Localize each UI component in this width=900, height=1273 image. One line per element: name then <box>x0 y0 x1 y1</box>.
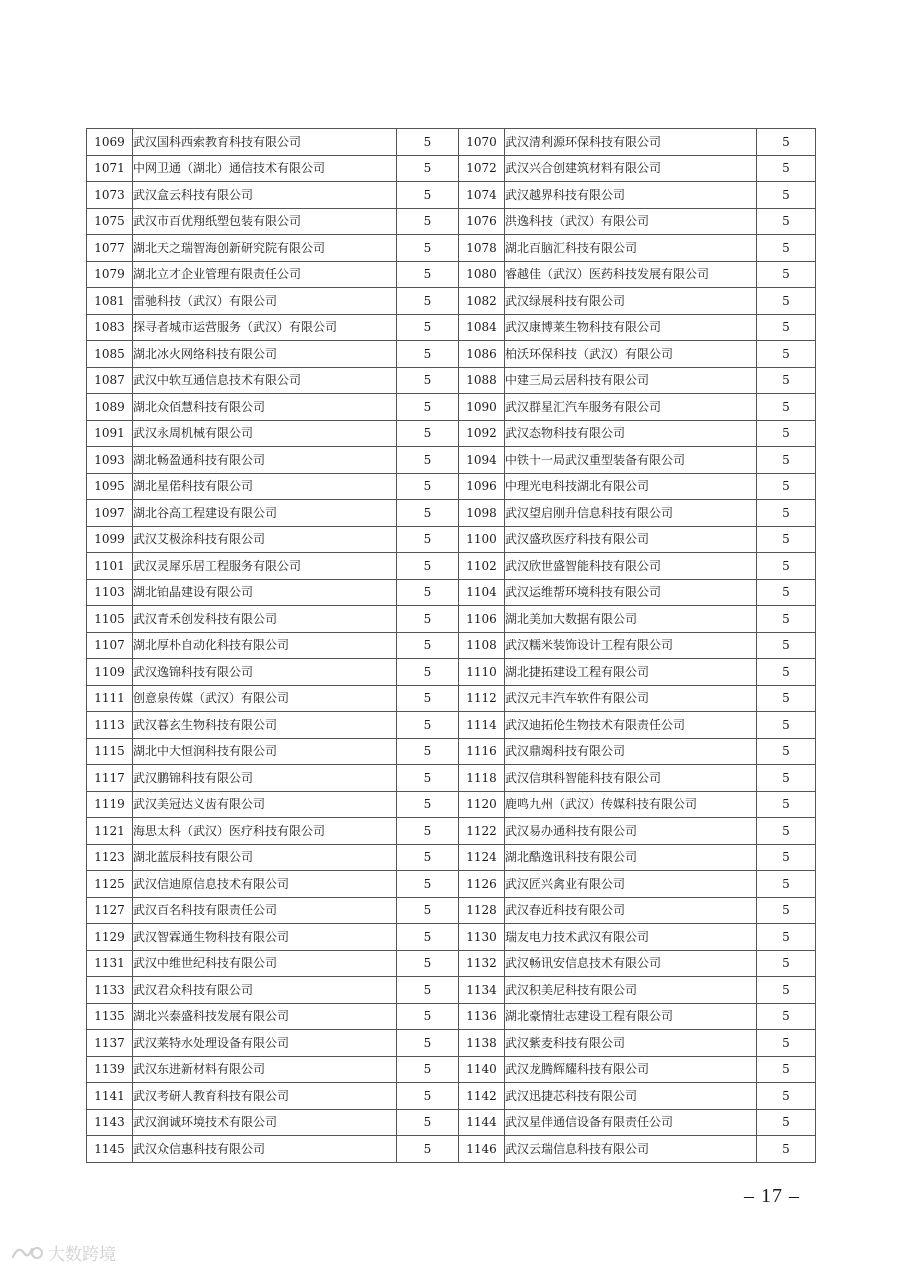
left-company-name: 雷驰科技（武汉）有限公司 <box>133 288 397 315</box>
table-row <box>87 1083 816 1110</box>
table-row <box>87 765 816 792</box>
right-score-value: 5 <box>757 1136 816 1163</box>
right-score-value: 5 <box>757 1109 816 1136</box>
left-entry-number: 1097 <box>87 500 133 527</box>
left-score-value: 5 <box>397 394 459 421</box>
right-score-value: 5 <box>757 1083 816 1110</box>
left-score-value: 5 <box>397 871 459 898</box>
left-entry-number: 1081 <box>87 288 133 315</box>
left-company-name: 武汉百名科技有限责任公司 <box>133 897 397 924</box>
left-entry-number: 1141 <box>87 1083 133 1110</box>
right-entry-number: 1078 <box>459 235 505 262</box>
table-row <box>87 897 816 924</box>
right-company-name: 中铁十一局武汉重型装备有限公司 <box>505 447 757 474</box>
right-score-value: 5 <box>757 1056 816 1083</box>
right-score-value: 5 <box>757 1003 816 1030</box>
right-entry-number: 1110 <box>459 659 505 686</box>
right-entry-number: 1080 <box>459 261 505 288</box>
left-score-value: 5 <box>397 1109 459 1136</box>
left-score-value: 5 <box>397 288 459 315</box>
table-row <box>87 950 816 977</box>
right-score-value: 5 <box>757 288 816 315</box>
right-company-name: 武汉信琪科智能科技有限公司 <box>505 765 757 792</box>
right-entry-number: 1134 <box>459 977 505 1004</box>
left-score-value: 5 <box>397 738 459 765</box>
left-entry-number: 1089 <box>87 394 133 421</box>
right-entry-number: 1114 <box>459 712 505 739</box>
right-company-name: 湖北捷拓建设工程有限公司 <box>505 659 757 686</box>
left-company-name: 湖北立才企业管理有限责任公司 <box>133 261 397 288</box>
left-entry-number: 1103 <box>87 579 133 606</box>
right-entry-number: 1086 <box>459 341 505 368</box>
right-score-value: 5 <box>757 208 816 235</box>
left-entry-number: 1079 <box>87 261 133 288</box>
left-score-value: 5 <box>397 1056 459 1083</box>
right-entry-number: 1138 <box>459 1030 505 1057</box>
left-score-value: 5 <box>397 553 459 580</box>
left-company-name: 武汉考研人教育科技有限公司 <box>133 1083 397 1110</box>
left-company-name: 中网卫通（湖北）通信技术有限公司 <box>133 155 397 182</box>
left-company-name: 武汉永周机械有限公司 <box>133 420 397 447</box>
left-entry-number: 1101 <box>87 553 133 580</box>
left-entry-number: 1075 <box>87 208 133 235</box>
left-company-name: 武汉盒云科技有限公司 <box>133 182 397 209</box>
left-entry-number: 1135 <box>87 1003 133 1030</box>
right-entry-number: 1132 <box>459 950 505 977</box>
right-entry-number: 1112 <box>459 685 505 712</box>
right-company-name: 洪逸科技（武汉）有限公司 <box>505 208 757 235</box>
right-score-value: 5 <box>757 871 816 898</box>
left-score-value: 5 <box>397 844 459 871</box>
left-score-value: 5 <box>397 1003 459 1030</box>
table-row <box>87 341 816 368</box>
left-score-value: 5 <box>397 526 459 553</box>
left-entry-number: 1107 <box>87 632 133 659</box>
left-entry-number: 1083 <box>87 314 133 341</box>
left-entry-number: 1073 <box>87 182 133 209</box>
right-entry-number: 1130 <box>459 924 505 951</box>
right-score-value: 5 <box>757 738 816 765</box>
right-entry-number: 1122 <box>459 818 505 845</box>
left-score-value: 5 <box>397 155 459 182</box>
left-score-value: 5 <box>397 897 459 924</box>
left-entry-number: 1087 <box>87 367 133 394</box>
right-entry-number: 1070 <box>459 129 505 156</box>
right-company-name: 武汉星伴通信设备有限责任公司 <box>505 1109 757 1136</box>
right-company-name: 武汉春近科技有限公司 <box>505 897 757 924</box>
right-score-value: 5 <box>757 314 816 341</box>
right-company-name: 武汉元丰汽车软件有限公司 <box>505 685 757 712</box>
watermark-logo-icon <box>10 1243 44 1263</box>
table-row <box>87 447 816 474</box>
right-company-name: 湖北豪情壮志建设工程有限公司 <box>505 1003 757 1030</box>
right-entry-number: 1090 <box>459 394 505 421</box>
table-row <box>87 606 816 633</box>
table-row <box>87 791 816 818</box>
right-score-value: 5 <box>757 473 816 500</box>
left-company-name: 武汉信迪原信息技术有限公司 <box>133 871 397 898</box>
left-score-value: 5 <box>397 1030 459 1057</box>
right-company-name: 武汉匠兴禽业有限公司 <box>505 871 757 898</box>
right-entry-number: 1118 <box>459 765 505 792</box>
left-score-value: 5 <box>397 950 459 977</box>
left-company-name: 湖北蓝辰科技有限公司 <box>133 844 397 871</box>
left-company-name: 湖北星偌科技有限公司 <box>133 473 397 500</box>
right-company-name: 鹿鸣九州（武汉）传媒科技有限公司 <box>505 791 757 818</box>
right-company-name: 武汉盛玖医疗科技有限公司 <box>505 526 757 553</box>
right-company-name: 武汉欣世盛智能科技有限公司 <box>505 553 757 580</box>
right-entry-number: 1124 <box>459 844 505 871</box>
left-company-name: 湖北厚朴自动化科技有限公司 <box>133 632 397 659</box>
right-company-name: 湖北酷逸讯科技有限公司 <box>505 844 757 871</box>
left-score-value: 5 <box>397 659 459 686</box>
table-row <box>87 314 816 341</box>
left-company-name: 湖北天之瑞智海创新研究院有限公司 <box>133 235 397 262</box>
right-score-value: 5 <box>757 977 816 1004</box>
left-score-value: 5 <box>397 818 459 845</box>
left-score-value: 5 <box>397 606 459 633</box>
left-score-value: 5 <box>397 765 459 792</box>
right-company-name: 武汉迪拓伦生物技术有限责任公司 <box>505 712 757 739</box>
left-score-value: 5 <box>397 500 459 527</box>
left-score-value: 5 <box>397 447 459 474</box>
right-company-name: 武汉云瑞信息科技有限公司 <box>505 1136 757 1163</box>
right-company-name: 武汉群星汇汽车服务有限公司 <box>505 394 757 421</box>
right-company-name: 武汉越界科技有限公司 <box>505 182 757 209</box>
right-company-name: 武汉康博莱生物科技有限公司 <box>505 314 757 341</box>
right-entry-number: 1074 <box>459 182 505 209</box>
right-score-value: 5 <box>757 526 816 553</box>
table-row <box>87 738 816 765</box>
right-company-name: 柏沃环保科技（武汉）有限公司 <box>505 341 757 368</box>
right-company-name: 武汉清利源环保科技有限公司 <box>505 129 757 156</box>
left-score-value: 5 <box>397 791 459 818</box>
table-row <box>87 420 816 447</box>
table-row <box>87 394 816 421</box>
left-entry-number: 1071 <box>87 155 133 182</box>
right-company-name: 湖北百脑汇科技有限公司 <box>505 235 757 262</box>
right-entry-number: 1102 <box>459 553 505 580</box>
right-score-value: 5 <box>757 791 816 818</box>
company-list-table <box>86 128 816 1163</box>
right-company-name: 武汉迅捷芯科技有限公司 <box>505 1083 757 1110</box>
right-entry-number: 1104 <box>459 579 505 606</box>
watermark-text: 大数跨境 <box>48 1245 116 1265</box>
left-score-value: 5 <box>397 632 459 659</box>
table-row <box>87 1030 816 1057</box>
right-entry-number: 1108 <box>459 632 505 659</box>
left-company-name: 武汉艾极涂科技有限公司 <box>133 526 397 553</box>
left-score-value: 5 <box>397 924 459 951</box>
table-row <box>87 129 816 156</box>
left-company-name: 探寻者城市运营服务（武汉）有限公司 <box>133 314 397 341</box>
left-entry-number: 1127 <box>87 897 133 924</box>
right-entry-number: 1120 <box>459 791 505 818</box>
left-entry-number: 1143 <box>87 1109 133 1136</box>
left-entry-number: 1129 <box>87 924 133 951</box>
right-entry-number: 1094 <box>459 447 505 474</box>
right-entry-number: 1082 <box>459 288 505 315</box>
left-entry-number: 1105 <box>87 606 133 633</box>
page-number: – 17 – <box>744 1185 800 1207</box>
left-company-name: 武汉润诚环境技术有限公司 <box>133 1109 397 1136</box>
left-company-name: 武汉青禾创发科技有限公司 <box>133 606 397 633</box>
right-entry-number: 1084 <box>459 314 505 341</box>
left-entry-number: 1077 <box>87 235 133 262</box>
left-entry-number: 1133 <box>87 977 133 1004</box>
right-company-name: 中建三局云居科技有限公司 <box>505 367 757 394</box>
left-score-value: 5 <box>397 977 459 1004</box>
left-score-value: 5 <box>397 367 459 394</box>
left-score-value: 5 <box>397 1083 459 1110</box>
right-score-value: 5 <box>757 579 816 606</box>
left-company-name: 武汉众信惠科技有限公司 <box>133 1136 397 1163</box>
right-score-value: 5 <box>757 659 816 686</box>
right-company-name: 瑞友电力技术武汉有限公司 <box>505 924 757 951</box>
table-row <box>87 1136 816 1163</box>
left-company-name: 湖北畅盈通科技有限公司 <box>133 447 397 474</box>
right-entry-number: 1116 <box>459 738 505 765</box>
left-score-value: 5 <box>397 341 459 368</box>
left-entry-number: 1131 <box>87 950 133 977</box>
right-entry-number: 1072 <box>459 155 505 182</box>
right-score-value: 5 <box>757 367 816 394</box>
table-row <box>87 818 816 845</box>
right-score-value: 5 <box>757 129 816 156</box>
right-company-name: 武汉望启刚升信息科技有限公司 <box>505 500 757 527</box>
table-row <box>87 500 816 527</box>
left-company-name: 武汉灵犀乐居工程服务有限公司 <box>133 553 397 580</box>
left-entry-number: 1099 <box>87 526 133 553</box>
left-company-name: 武汉鹏锦科技有限公司 <box>133 765 397 792</box>
right-entry-number: 1100 <box>459 526 505 553</box>
table-row <box>87 659 816 686</box>
right-score-value: 5 <box>757 1030 816 1057</box>
right-company-name: 武汉鼎竭科技有限公司 <box>505 738 757 765</box>
left-entry-number: 1137 <box>87 1030 133 1057</box>
left-entry-number: 1115 <box>87 738 133 765</box>
left-entry-number: 1117 <box>87 765 133 792</box>
left-company-name: 武汉君众科技有限公司 <box>133 977 397 1004</box>
left-entry-number: 1145 <box>87 1136 133 1163</box>
left-entry-number: 1121 <box>87 818 133 845</box>
right-entry-number: 1142 <box>459 1083 505 1110</box>
table-row <box>87 871 816 898</box>
left-score-value: 5 <box>397 182 459 209</box>
left-entry-number: 1139 <box>87 1056 133 1083</box>
right-company-name: 武汉糯米装饰设计工程有限公司 <box>505 632 757 659</box>
right-company-name: 武汉龙腾辉耀科技有限公司 <box>505 1056 757 1083</box>
left-company-name: 武汉中维世纪科技有限公司 <box>133 950 397 977</box>
left-company-name: 武汉智霖通生物科技有限公司 <box>133 924 397 951</box>
left-entry-number: 1113 <box>87 712 133 739</box>
left-score-value: 5 <box>397 235 459 262</box>
left-entry-number: 1119 <box>87 791 133 818</box>
left-entry-number: 1085 <box>87 341 133 368</box>
left-score-value: 5 <box>397 1136 459 1163</box>
left-entry-number: 1111 <box>87 685 133 712</box>
table-row <box>87 182 816 209</box>
table-row <box>87 685 816 712</box>
left-score-value: 5 <box>397 129 459 156</box>
watermark <box>10 1240 116 1265</box>
right-entry-number: 1088 <box>459 367 505 394</box>
right-score-value: 5 <box>757 155 816 182</box>
left-score-value: 5 <box>397 208 459 235</box>
table-row <box>87 924 816 951</box>
left-company-name: 湖北冰火网络科技有限公司 <box>133 341 397 368</box>
table-row <box>87 1056 816 1083</box>
table-row <box>87 579 816 606</box>
table-row <box>87 208 816 235</box>
right-entry-number: 1140 <box>459 1056 505 1083</box>
right-entry-number: 1128 <box>459 897 505 924</box>
table-row <box>87 844 816 871</box>
left-entry-number: 1095 <box>87 473 133 500</box>
left-entry-number: 1125 <box>87 871 133 898</box>
right-score-value: 5 <box>757 447 816 474</box>
left-company-name: 武汉暮玄生物科技有限公司 <box>133 712 397 739</box>
right-company-name: 武汉兴合创建筑材料有限公司 <box>505 155 757 182</box>
table-row <box>87 1003 816 1030</box>
table-row <box>87 712 816 739</box>
left-company-name: 湖北众佰慧科技有限公司 <box>133 394 397 421</box>
left-entry-number: 1069 <box>87 129 133 156</box>
right-score-value: 5 <box>757 844 816 871</box>
left-score-value: 5 <box>397 473 459 500</box>
right-score-value: 5 <box>757 632 816 659</box>
right-score-value: 5 <box>757 685 816 712</box>
left-company-name: 武汉莱特水处理设备有限公司 <box>133 1030 397 1057</box>
right-score-value: 5 <box>757 341 816 368</box>
table-row <box>87 288 816 315</box>
right-company-name: 武汉运维帮环境科技有限公司 <box>505 579 757 606</box>
left-company-name: 湖北铂晶建设有限公司 <box>133 579 397 606</box>
right-score-value: 5 <box>757 818 816 845</box>
table-row <box>87 526 816 553</box>
table-row <box>87 553 816 580</box>
table-row <box>87 977 816 1004</box>
right-entry-number: 1106 <box>459 606 505 633</box>
right-score-value: 5 <box>757 950 816 977</box>
left-company-name: 湖北谷高工程建设有限公司 <box>133 500 397 527</box>
right-company-name: 睿越佳（武汉）医药科技发展有限公司 <box>505 261 757 288</box>
left-company-name: 武汉中软互通信息技术有限公司 <box>133 367 397 394</box>
table-row <box>87 155 816 182</box>
right-company-name: 武汉绿展科技有限公司 <box>505 288 757 315</box>
table-row <box>87 1109 816 1136</box>
left-company-name: 湖北兴泰盛科技发展有限公司 <box>133 1003 397 1030</box>
left-score-value: 5 <box>397 420 459 447</box>
left-score-value: 5 <box>397 314 459 341</box>
right-score-value: 5 <box>757 500 816 527</box>
left-entry-number: 1091 <box>87 420 133 447</box>
left-score-value: 5 <box>397 261 459 288</box>
left-company-name: 武汉国科西索教育科技有限公司 <box>133 129 397 156</box>
left-entry-number: 1093 <box>87 447 133 474</box>
right-entry-number: 1092 <box>459 420 505 447</box>
left-company-name: 创意泉传媒（武汉）有限公司 <box>133 685 397 712</box>
left-company-name: 武汉市百优翔纸塑包装有限公司 <box>133 208 397 235</box>
right-company-name: 武汉紫麦科技有限公司 <box>505 1030 757 1057</box>
right-entry-number: 1146 <box>459 1136 505 1163</box>
table-row <box>87 235 816 262</box>
left-company-name: 海思太科（武汉）医疗科技有限公司 <box>133 818 397 845</box>
right-score-value: 5 <box>757 606 816 633</box>
right-score-value: 5 <box>757 394 816 421</box>
right-score-value: 5 <box>757 924 816 951</box>
table-row <box>87 261 816 288</box>
right-company-name: 武汉积美尼科技有限公司 <box>505 977 757 1004</box>
right-company-name: 中理光电科技湖北有限公司 <box>505 473 757 500</box>
right-company-name: 武汉畅讯安信息技术有限公司 <box>505 950 757 977</box>
table-row <box>87 473 816 500</box>
right-entry-number: 1136 <box>459 1003 505 1030</box>
right-company-name: 武汉态物科技有限公司 <box>505 420 757 447</box>
right-company-name: 湖北美加大数据有限公司 <box>505 606 757 633</box>
right-score-value: 5 <box>757 553 816 580</box>
right-entry-number: 1126 <box>459 871 505 898</box>
left-company-name: 武汉美冠达义齿有限公司 <box>133 791 397 818</box>
left-score-value: 5 <box>397 579 459 606</box>
right-entry-number: 1076 <box>459 208 505 235</box>
right-score-value: 5 <box>757 261 816 288</box>
left-score-value: 5 <box>397 685 459 712</box>
right-entry-number: 1098 <box>459 500 505 527</box>
right-score-value: 5 <box>757 235 816 262</box>
left-score-value: 5 <box>397 712 459 739</box>
right-score-value: 5 <box>757 765 816 792</box>
left-company-name: 湖北中大恒润科技有限公司 <box>133 738 397 765</box>
left-entry-number: 1109 <box>87 659 133 686</box>
right-score-value: 5 <box>757 420 816 447</box>
table-row <box>87 632 816 659</box>
table-body <box>87 129 816 1163</box>
right-entry-number: 1096 <box>459 473 505 500</box>
right-score-value: 5 <box>757 182 816 209</box>
right-company-name: 武汉易办通科技有限公司 <box>505 818 757 845</box>
right-entry-number: 1144 <box>459 1109 505 1136</box>
left-company-name: 武汉逸锦科技有限公司 <box>133 659 397 686</box>
right-score-value: 5 <box>757 712 816 739</box>
left-company-name: 武汉东进新材料有限公司 <box>133 1056 397 1083</box>
table-row <box>87 367 816 394</box>
right-score-value: 5 <box>757 897 816 924</box>
left-entry-number: 1123 <box>87 844 133 871</box>
